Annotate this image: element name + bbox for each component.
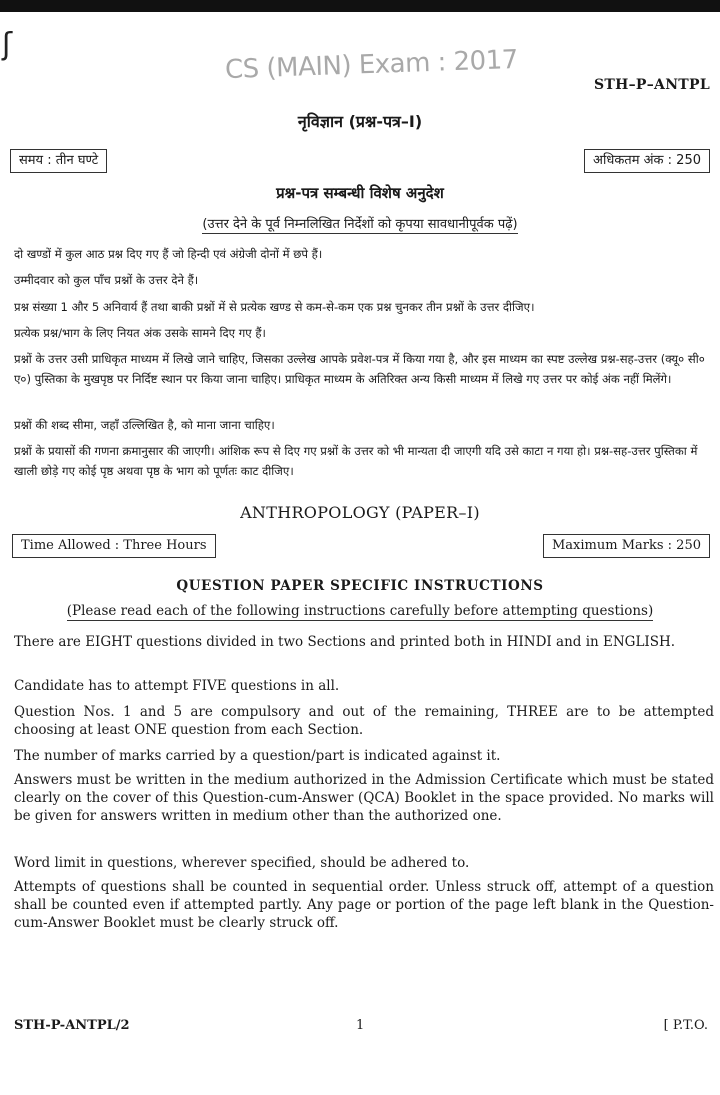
english-instructions-heading: QUESTION PAPER SPECIFIC INSTRUCTIONS bbox=[176, 578, 544, 594]
english-instruction-1: There are EIGHT questions divided in two Sections and printed both in HINDI and in ENGLISH. bbox=[14, 634, 676, 650]
hindi-instruction-4: प्रत्येक प्रश्न/भाग के लिए नियत अंक उसके सामने दिए गए हैं। bbox=[14, 326, 266, 340]
hindi-instruction-2: उम्मीदवार को कुल पाँच प्रश्नों के उत्तर देने हैं। bbox=[14, 273, 199, 287]
hindi-instructions-subheading bbox=[0, 214, 720, 232]
hindi-subheading-text: (उत्तर देने के पूर्व निम्नलिखित निर्देशों को कृपया सावधानीपूर्वक पढ़ें) bbox=[202, 217, 518, 232]
hindi-instruction-6: प्रश्नों की शब्द सीमा, जहाँ उल्लिखित है, को माना जाना चाहिए। bbox=[14, 418, 275, 432]
english-instruction-4: The number of marks carried by a question/part is indicated against it. bbox=[14, 748, 501, 764]
footer-pto: [ P.T.O. bbox=[663, 1018, 708, 1033]
hindi-paper-title: नृविज्ञान (प्रश्न-पत्र–I) bbox=[297, 112, 423, 131]
english-marks-box: Maximum Marks : 250 bbox=[543, 534, 710, 558]
scan-top-border bbox=[0, 0, 720, 12]
english-paper-title: ANTHROPOLOGY (PAPER–I) bbox=[240, 503, 480, 522]
corner-bracket-mark: ʃ bbox=[2, 27, 13, 62]
hindi-marks-box: अधिकतम अंक : 250 bbox=[584, 149, 710, 173]
english-instruction-3: Question Nos. 1 and 5 are compulsory and out of the remaining, THREE are to be attempted choosing at least ONE question from each Section. bbox=[14, 704, 714, 738]
footer-paper-code: STH-P-ANTPL/2 bbox=[14, 1018, 130, 1033]
english-instruction-7: Attempts of questions shall be counted in sequential order. Unless struck off, attempt of a question shall be counted even if attempted partly. Any page or portion of the page left blank in the Question-cum-Answer Booklet must be clearly struck off. bbox=[14, 879, 714, 931]
english-time-box: Time Allowed : Three Hours bbox=[12, 534, 216, 558]
hindi-time-box: समय : तीन घण्टे bbox=[10, 149, 107, 173]
english-instructions-subheading bbox=[0, 603, 720, 619]
hindi-instruction-5: प्रश्नों के उत्तर उसी प्राधिकृत माध्यम में लिखे जाने चाहिए, जिसका उल्लेख आपके प्रवेश-पत्र में किया गया है, और इस माध्यम का स्पष्ट उल्लेख प्रश्न-सह-उत्तर (क्यू० सी० ए०) पुस्तिका के मुखपृष्ठ पर निर्दिष्ट स्थान पर किया जाना चाहिए। प्राधिकृत माध्यम के अतिरिक्त अन्य किसी माध्यम में लिखे गए उत्तर पर कोई अंक नहीं मिलेंगे। bbox=[14, 352, 705, 386]
footer-page-number: 1 bbox=[356, 1018, 365, 1033]
english-instruction-2: Candidate has to attempt FIVE questions in all. bbox=[14, 678, 340, 694]
hindi-instruction-1: दो खण्डों में कुल आठ प्रश्न दिए गए हैं जो हिन्दी एवं अंग्रेजी दोनों में छपे हैं। bbox=[14, 247, 323, 261]
hindi-instruction-3: प्रश्न संख्या 1 और 5 अनिवार्य हैं तथा बाकी प्रश्नों में से प्रत्येक खण्ड से कम-से-कम एक प्रश्न चुनकर तीन प्रश्नों के उत्तर दीजिए। bbox=[14, 300, 535, 314]
hindi-instruction-7: प्रश्नों के प्रयासों की गणना क्रमानुसार की जाएगी। आंशिक रूप से दिए गए प्रश्नों के उत्तर को भी मान्यता दी जाएगी यदि उसे काटा न गया हो। प्रश्न-सह-उत्तर पुस्तिका में खाली छोड़े गए कोई पृष्ठ अथवा पृष्ठ के भाग को पूर्णतः काट दीजिए। bbox=[14, 444, 698, 478]
english-instruction-5: Answers must be written in the medium authorized in the Admission Certificate which must be stated clearly on the cover of this Question-cum-Answer (QCA) Booklet in the space provided. No marks will be given for answers written in medium other than the authorized one. bbox=[14, 772, 714, 824]
english-subheading-text: (Please read each of the following instructions carefully before attempting questions) bbox=[66, 603, 654, 619]
english-instruction-6: Word limit in questions, wherever specified, should be adhered to. bbox=[14, 855, 470, 871]
exam-stamp: CS (MAIN) Exam : 2017 bbox=[224, 44, 519, 86]
hindi-instructions-heading: प्रश्न-पत्र सम्बन्धी विशेष अनुदेश bbox=[276, 184, 444, 202]
paper-code: STH–P–ANTPL bbox=[593, 77, 710, 93]
